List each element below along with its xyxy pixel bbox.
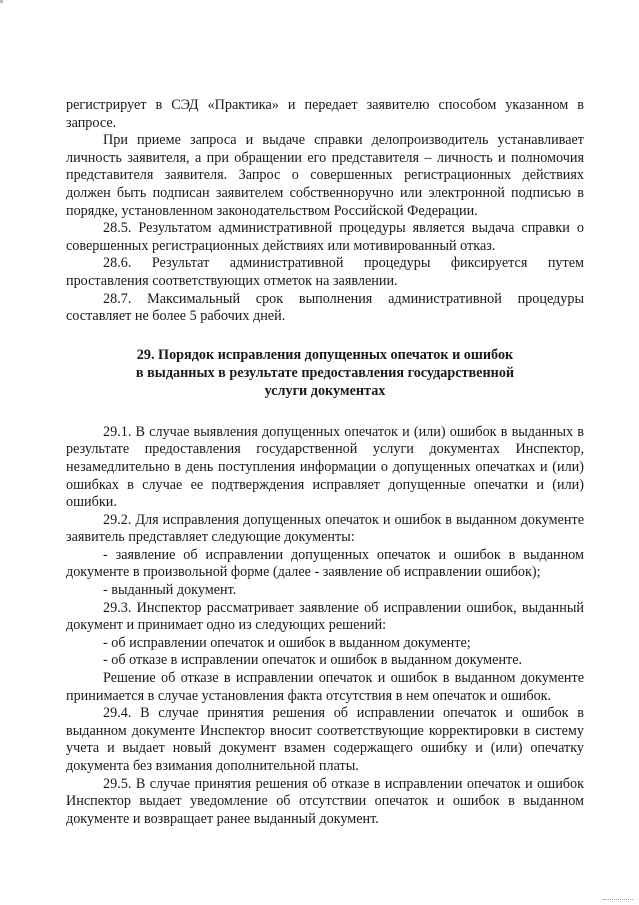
section-29-heading-line3: услуги документах [264, 382, 386, 399]
paragraph-28-6: 28.6. Результат административной процедуры фиксируется путем проставления соответствующих отметок на заявлении. [66, 255, 584, 289]
paragraph-29-2-item-b: - выданный документ. [103, 582, 237, 599]
scan-edge-artifact [603, 899, 633, 901]
scan-artifact [0, 0, 3, 3]
paragraph-29-5: 29.5. В случае принятия решения об отказе в исправлении опечаток и ошибок Инспектор выдает уведомление об отсутствии опечаток и ошибок в выданном документе и возвращает ранее выданный документ. [66, 775, 584, 827]
paragraph-29-3-item-b: - об отказе в исправлении опечаток и ошибок в выданном документе. [103, 652, 523, 669]
paragraph-intro-continuation: регистрирует в СЭД «Практика» и передает заявителю способом указанном в запросе. [66, 97, 584, 131]
paragraph-29-2-item-a: - заявление об исправлении допущенных опечаток и ошибок в выданном документе в произвольной форме (далее - заявление об исправлении ошибок); [66, 546, 584, 581]
paragraph-29-3-item-a: - об исправлении опечаток и ошибок в выданном документе; [103, 634, 471, 651]
section-29-heading [66, 346, 584, 400]
paragraph-28-5: 28.5. Результатом административной процедуры является выдача справки о совершенных регистрационных действиях или мотивированный отказ. [66, 220, 584, 254]
paragraph-28-7: 28.7. Максимальный срок выполнения административной процедуры составляет не более 5 рабочих дней. [66, 290, 584, 325]
paragraph-29-2: 29.2. Для исправления допущенных опечаток и ошибок в выданном документе заявитель представляет следующие документы: [66, 511, 584, 546]
document-page [66, 97, 584, 828]
section-29-heading-line1: 29. Порядок исправления допущенных опечаток и ошибок [136, 346, 514, 363]
paragraph-29-4: 29.4. В случае принятия решения об исправлении опечаток и ошибок в выданном документе Инспектор вносит соответствующие корректировки в систему учета и выдает новый документ взамен содержащего ошибку и (или) опечатку документа без взимания дополнительной платы. [66, 705, 584, 774]
paragraph-29-1: 29.1. В случае выявления допущенных опечаток и (или) ошибок в выданных в результате предоставления государственной услуги документах Инспектор, незамедлительно в день поступления информации о допущенных опечатках и (или) ошибках в случае ее подтверждения исправляет допущенные опечатки и (или) ошибки. [66, 423, 584, 511]
paragraph-29-3-refusal: Решение об отказе в исправлении опечаток и ошибок в выданном документе принимается в случае установления факта отсутствия в нем опечаток и ошибок. [66, 670, 584, 704]
paragraph-identity-verification: При приеме запроса и выдаче справки делопроизводитель устанавливает личность заявителя, а при обращении его представителя – личность и полномочия представителя заявителя. Запрос о совершенных регистрационных действиях должен быть подписан заявителем собственноручно или электронной подписью в порядке, установленном законодательством Российской Федерации. [66, 132, 584, 219]
paragraph-29-3: 29.3. Инспектор рассматривает заявление об исправлении ошибок, выданный документ и принимает одно из следующих решений: [66, 599, 584, 634]
section-29-heading-line2: в выданных в результате предоставления государственной [135, 364, 515, 381]
